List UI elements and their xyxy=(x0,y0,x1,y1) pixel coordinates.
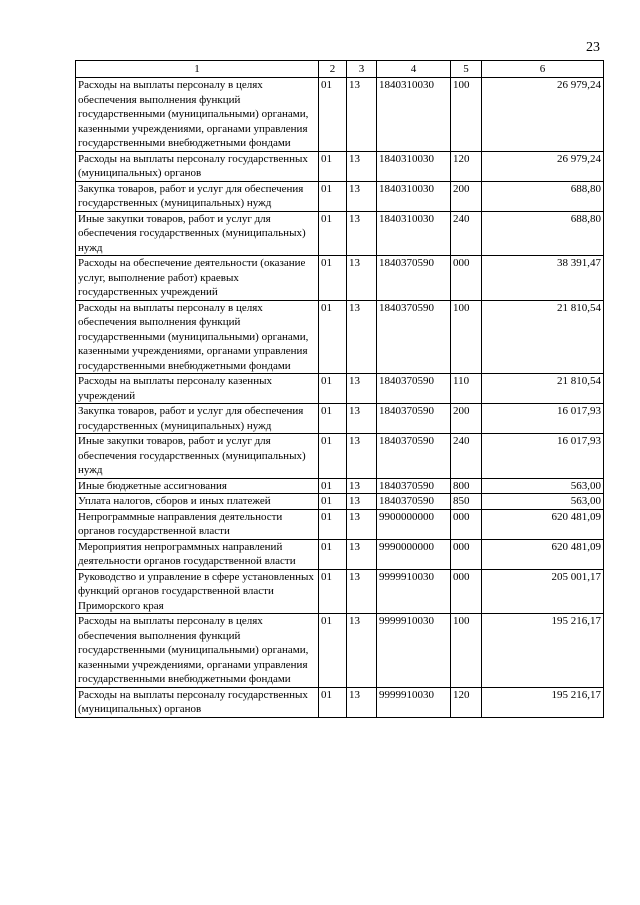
expense-type-code: 120 xyxy=(451,151,482,181)
target-article-code: 1840370590 xyxy=(377,374,451,404)
table-row xyxy=(76,300,604,374)
amount: 688,80 xyxy=(482,211,604,256)
subsection-code: 13 xyxy=(347,539,377,569)
subsection-code: 13 xyxy=(347,256,377,301)
header-cell: 6 xyxy=(482,61,604,78)
amount: 26 979,24 xyxy=(482,78,604,152)
target-article-code: 1840310030 xyxy=(377,211,451,256)
amount: 16 017,93 xyxy=(482,404,604,434)
table-row xyxy=(76,78,604,152)
table-row xyxy=(76,151,604,181)
expense-name: Мероприятия непрограммных направлений деятельности органов государственной власти xyxy=(76,539,319,569)
expense-type-code: 000 xyxy=(451,509,482,539)
subsection-code: 13 xyxy=(347,300,377,374)
section-code: 01 xyxy=(319,211,347,256)
target-article-code: 1840310030 xyxy=(377,78,451,152)
expense-name: Иные закупки товаров, работ и услуг для обеспечения государственных (муниципальных) нужд xyxy=(76,434,319,479)
subsection-code: 13 xyxy=(347,687,377,717)
target-article-code: 1840370590 xyxy=(377,494,451,510)
target-article-code: 1840370590 xyxy=(377,300,451,374)
subsection-code: 13 xyxy=(347,404,377,434)
subsection-code: 13 xyxy=(347,614,377,688)
target-article-code: 9999910030 xyxy=(377,614,451,688)
expense-name: Закупка товаров, работ и услуг для обеспечения государственных (муниципальных) нужд xyxy=(76,404,319,434)
table-row xyxy=(76,434,604,479)
target-article-code: 1840370590 xyxy=(377,404,451,434)
section-code: 01 xyxy=(319,539,347,569)
table-row xyxy=(76,539,604,569)
expense-name: Расходы на выплаты персоналу государственных (муниципальных) органов xyxy=(76,687,319,717)
expense-name: Расходы на обеспечение деятельности (оказание услуг, выполнение работ) краевых государственных учреждений xyxy=(76,256,319,301)
subsection-code: 13 xyxy=(347,494,377,510)
target-article-code: 9999910030 xyxy=(377,569,451,614)
expense-type-code: 200 xyxy=(451,404,482,434)
table-row xyxy=(76,478,604,494)
expense-name: Расходы на выплаты персоналу казенных учреждений xyxy=(76,374,319,404)
section-code: 01 xyxy=(319,181,347,211)
subsection-code: 13 xyxy=(347,509,377,539)
section-code: 01 xyxy=(319,404,347,434)
amount: 563,00 xyxy=(482,478,604,494)
expense-type-code: 240 xyxy=(451,211,482,256)
amount: 195 216,17 xyxy=(482,687,604,717)
amount: 688,80 xyxy=(482,181,604,211)
expense-type-code: 100 xyxy=(451,614,482,688)
section-code: 01 xyxy=(319,569,347,614)
table-row xyxy=(76,614,604,688)
target-article-code: 1840370590 xyxy=(377,434,451,479)
expense-type-code: 120 xyxy=(451,687,482,717)
expense-name: Расходы на выплаты персоналу в целях обеспечения выполнения функций государственными (муниципальными) органами, казенными учреждениями, органами управления государственными внебюджетными фондами xyxy=(76,614,319,688)
target-article-code: 1840370590 xyxy=(377,256,451,301)
expense-type-code: 000 xyxy=(451,569,482,614)
target-article-code: 1840310030 xyxy=(377,151,451,181)
section-code: 01 xyxy=(319,256,347,301)
expense-type-code: 850 xyxy=(451,494,482,510)
target-article-code: 9999910030 xyxy=(377,687,451,717)
section-code: 01 xyxy=(319,434,347,479)
amount: 21 810,54 xyxy=(482,300,604,374)
amount: 21 810,54 xyxy=(482,374,604,404)
amount: 38 391,47 xyxy=(482,256,604,301)
expense-type-code: 000 xyxy=(451,539,482,569)
subsection-code: 13 xyxy=(347,569,377,614)
header-cell: 1 xyxy=(76,61,319,78)
target-article-code: 1840370590 xyxy=(377,478,451,494)
expense-type-code: 000 xyxy=(451,256,482,301)
header-cell: 5 xyxy=(451,61,482,78)
section-code: 01 xyxy=(319,300,347,374)
table-row xyxy=(76,494,604,510)
subsection-code: 13 xyxy=(347,478,377,494)
amount: 26 979,24 xyxy=(482,151,604,181)
expense-type-code: 200 xyxy=(451,181,482,211)
subsection-code: 13 xyxy=(347,181,377,211)
subsection-code: 13 xyxy=(347,211,377,256)
subsection-code: 13 xyxy=(347,151,377,181)
section-code: 01 xyxy=(319,509,347,539)
target-article-code: 9900000000 xyxy=(377,509,451,539)
amount: 16 017,93 xyxy=(482,434,604,479)
expense-name: Расходы на выплаты персоналу в целях обеспечения выполнения функций государственными (муниципальными) органами, казенными учреждениями, органами управления государственными внебюджетными фондами xyxy=(76,78,319,152)
amount: 195 216,17 xyxy=(482,614,604,688)
expense-type-code: 800 xyxy=(451,478,482,494)
header-cell: 4 xyxy=(377,61,451,78)
header-cell: 3 xyxy=(347,61,377,78)
table-row xyxy=(76,509,604,539)
amount: 563,00 xyxy=(482,494,604,510)
subsection-code: 13 xyxy=(347,374,377,404)
amount: 620 481,09 xyxy=(482,539,604,569)
subsection-code: 13 xyxy=(347,78,377,152)
table-row xyxy=(76,374,604,404)
section-code: 01 xyxy=(319,614,347,688)
amount: 620 481,09 xyxy=(482,509,604,539)
expense-name: Расходы на выплаты персоналу в целях обеспечения выполнения функций государственными (муниципальными) органами, казенными учреждениями, органами управления государственными внебюджетными фондами xyxy=(76,300,319,374)
expense-name: Расходы на выплаты персоналу государственных (муниципальных) органов xyxy=(76,151,319,181)
budget-table xyxy=(75,60,604,718)
expense-type-code: 100 xyxy=(451,78,482,152)
expense-type-code: 100 xyxy=(451,300,482,374)
table-row xyxy=(76,211,604,256)
target-article-code: 9990000000 xyxy=(377,539,451,569)
expense-name: Уплата налогов, сборов и иных платежей xyxy=(76,494,319,510)
table-row xyxy=(76,404,604,434)
expense-name: Руководство и управление в сфере установленных функций органов государственной власти Приморского края xyxy=(76,569,319,614)
expense-name: Иные бюджетные ассигнования xyxy=(76,478,319,494)
page-number: 23 xyxy=(586,40,600,55)
section-code: 01 xyxy=(319,687,347,717)
section-code: 01 xyxy=(319,151,347,181)
expense-type-code: 240 xyxy=(451,434,482,479)
table-row xyxy=(76,256,604,301)
table-row xyxy=(76,687,604,717)
table-row xyxy=(76,181,604,211)
target-article-code: 1840310030 xyxy=(377,181,451,211)
expense-name: Непрограммные направления деятельности органов государственной власти xyxy=(76,509,319,539)
header-cell: 2 xyxy=(319,61,347,78)
subsection-code: 13 xyxy=(347,434,377,479)
expense-name: Закупка товаров, работ и услуг для обеспечения государственных (муниципальных) нужд xyxy=(76,181,319,211)
section-code: 01 xyxy=(319,78,347,152)
expense-type-code: 110 xyxy=(451,374,482,404)
table-row xyxy=(76,569,604,614)
section-code: 01 xyxy=(319,494,347,510)
expense-name: Иные закупки товаров, работ и услуг для обеспечения государственных (муниципальных) нужд xyxy=(76,211,319,256)
section-code: 01 xyxy=(319,374,347,404)
amount: 205 001,17 xyxy=(482,569,604,614)
section-code: 01 xyxy=(319,478,347,494)
header-row xyxy=(76,61,604,78)
